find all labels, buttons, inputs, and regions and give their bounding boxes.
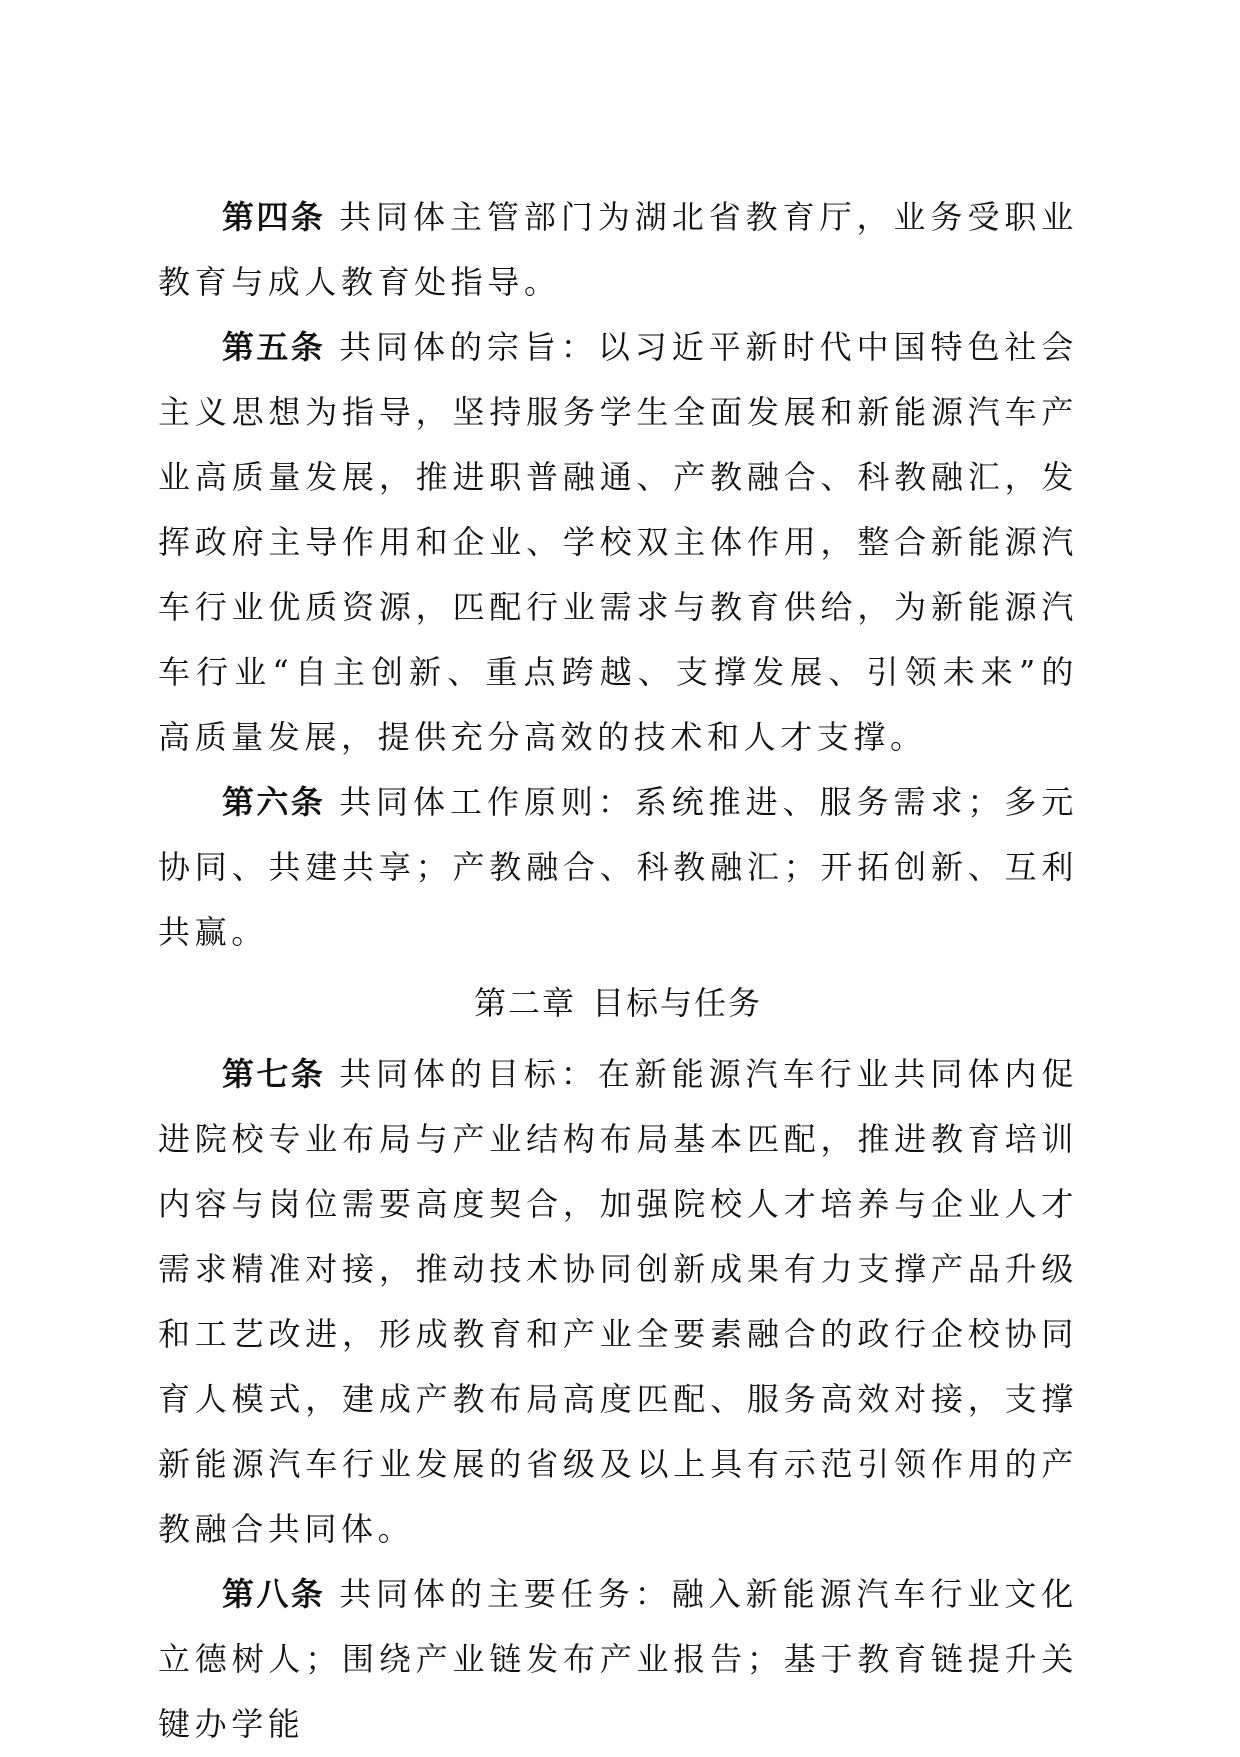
article-number: 第五条 [222, 328, 326, 366]
article-text: 共同体的宗旨：以习近平新时代中国特色社会主义思想为指导，坚持服务学生全面发展和新能源汽车产业高质量发展，推进职普融通、产教融合、科教融汇，发挥政府主导作用和企业、学校双主体作用，整合新能源汽车行业优质资源，匹配行业需求与教育供给，为新能源汽车行业“自主创新、重点跨越、支撑发展、引领未来”的高质量发展，提供充分高效的技术和人才支撑。 [158, 328, 1078, 756]
article-7 [158, 1042, 1078, 1562]
article-text: 共同体的主要任务：融入新能源汽车行业文化立德树人；围绕产业链发布产业报告；基于教育链提升关键办学能 [158, 1575, 1078, 1743]
article-number: 第八条 [222, 1575, 326, 1613]
article-number: 第四条 [222, 198, 326, 236]
article-text: 共同体的目标：在新能源汽车行业共同体内促进院校专业布局与产业结构布局基本匹配，推进教育培训内容与岗位需要高度契合，加强院校人才培养与企业人才需求精准对接，推动技术协同创新成果有力支撑产品升级和工艺改进，形成教育和产业全要素融合的政行企校协同育人模式，建成产教布局高度匹配、服务高效对接，支撑新能源汽车行业发展的省级及以上具有示范引领作用的产教融合共同体。 [158, 1055, 1078, 1548]
article-text: 共同体工作原则：系统推进、服务需求；多元协同、共建共享；产教融合、科教融汇；开拓创新、互利共赢。 [158, 783, 1078, 951]
chapter-title: 目标与任务 [592, 984, 763, 1022]
chapter-heading [158, 965, 1078, 1042]
article-8 [158, 1562, 1078, 1757]
article-number: 第六条 [222, 783, 326, 821]
article-6 [158, 770, 1078, 965]
chapter-number: 第二章 [473, 984, 576, 1022]
article-number: 第七条 [222, 1055, 326, 1093]
article-4 [158, 185, 1078, 315]
document-page [158, 185, 1078, 1757]
article-text: 共同体主管部门为湖北省教育厅，业务受职业教育与成人教育处指导。 [158, 198, 1078, 301]
article-5 [158, 315, 1078, 770]
